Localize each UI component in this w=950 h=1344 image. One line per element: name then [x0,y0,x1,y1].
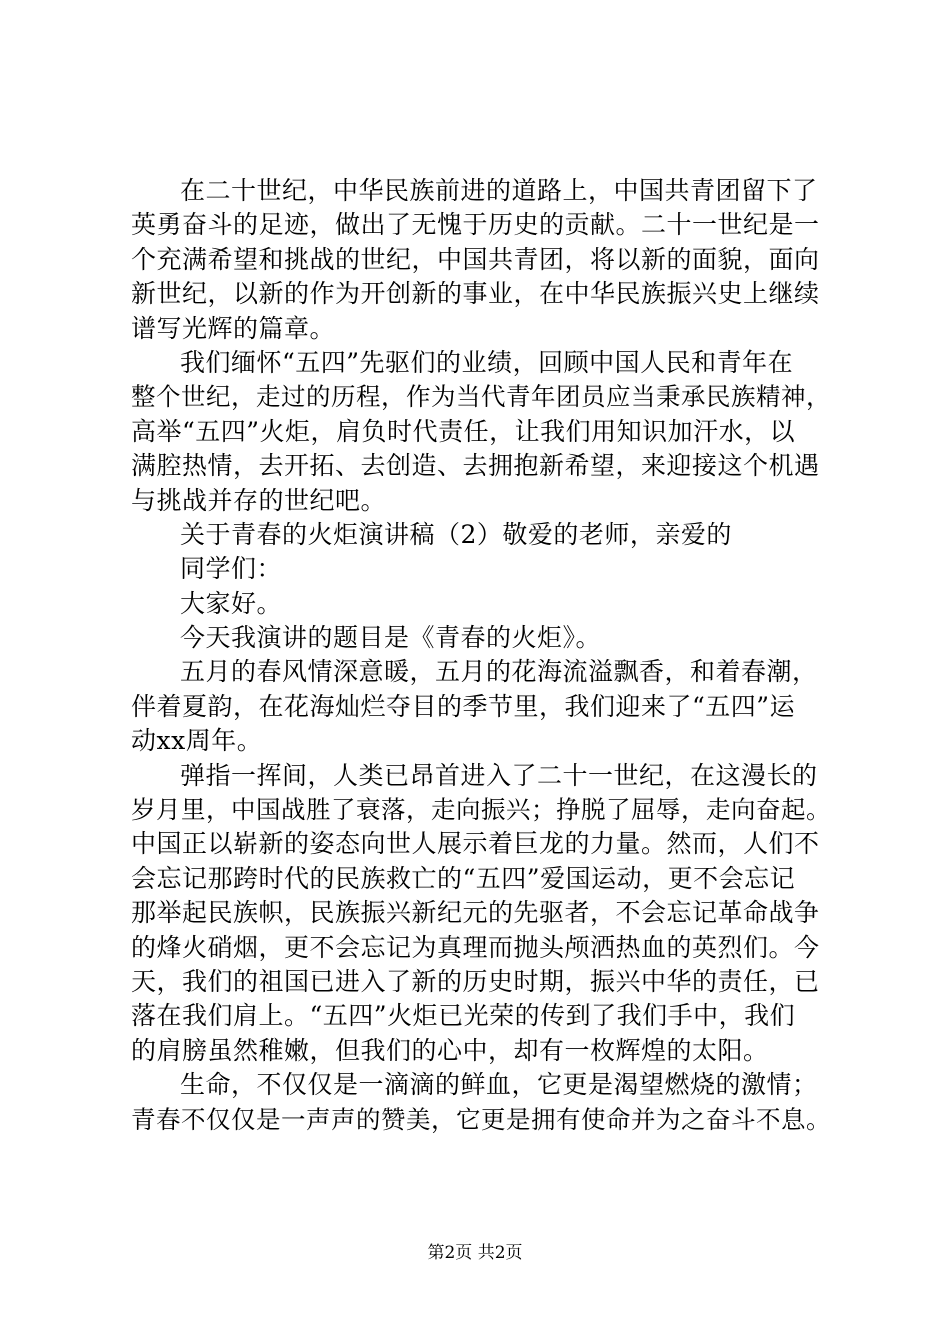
text-line: 高举“五四”火炬，肩负时代责任，让我们用知识加汗水，以 [131,416,796,446]
text-line: 青春不仅仅是一声声的赞美，它更是拥有使命并为之奋斗不息。 [131,1104,831,1134]
text-line: 中国正以崭新的姿态向世人展示着巨龙的力量。然而，人们不 [131,829,820,859]
text-line: 在二十世纪，中华民族前进的道路上，中国共青团留下了 [180,176,818,205]
text-line: 动xx周年。 [131,726,263,756]
text-line: 与挑战并存的世纪吧。 [131,485,387,515]
text-line: 整个世纪，走过的历程，作为当代青年团员应当秉承民族精神， [131,382,831,412]
text-line: 个充满希望和挑战的世纪，中国共青团，将以新的面貌，面向 [131,244,820,274]
text-line: 伴着夏韵，在花海灿烂夺目的季节里，我们迎来了“五四”运 [131,691,796,721]
text-line: 关于青春的火炬演讲稿（2）敬爱的老师，亲爱的 [180,519,732,549]
text-line: 会忘记那跨时代的民族救亡的“五四”爱国运动，更不会忘记 [131,863,796,893]
text-line: 岁月里，中国战胜了衰落，走向振兴；挣脱了屈辱，走向奋起。 [131,795,831,825]
text-line: 英勇奋斗的足迹，做出了无愧于历史的贡献。二十一世纪是一 [131,210,820,240]
document-body [131,174,843,1137]
text-line: 弹指一挥间，人类已昂首进入了二十一世纪，在这漫长的 [180,760,818,790]
page-number-footer: 第2页 共2页 [427,1243,523,1263]
text-line: 满腔热情，去开拓、去创造、去拥抱新希望，来迎接这个机遇 [131,451,820,481]
text-line: 的肩膀虽然稚嫩，但我们的心中，却有一枚辉煌的太阳。 [131,1035,769,1065]
text-line: 那举起民族帜，民族振兴新纪元的先驱者，不会忘记革命战争 [131,898,820,928]
text-line: 的烽火硝烟，更不会忘记为真理而抛头颅洒热血的英烈们。今 [131,932,820,962]
text-line: 五月的春风情深意暖，五月的花海流溢飘香，和着春潮， [180,657,818,687]
text-line: 落在我们肩上。“五四”火炬已光荣的传到了我们手中，我们 [131,1001,796,1031]
text-line: 天，我们的祖国已进入了新的历史时期，振兴中华的责任，已 [131,966,820,996]
text-line: 我们缅怀“五四”先驱们的业绩，回顾中国人民和青年在 [180,347,794,377]
text-line: 大家好。 [180,588,283,618]
text-line: 谱写光辉的篇章。 [131,313,336,343]
text-line: 生命，不仅仅是一滴滴的鲜血，它更是渴望燃烧的激情； [180,1070,818,1100]
text-line: 同学们： [180,554,283,584]
text-line: 今天我演讲的题目是《青春的火炬》。 [180,623,602,653]
text-line: 新世纪，以新的作为开创新的事业，在中华民族振兴史上继续 [131,279,820,309]
